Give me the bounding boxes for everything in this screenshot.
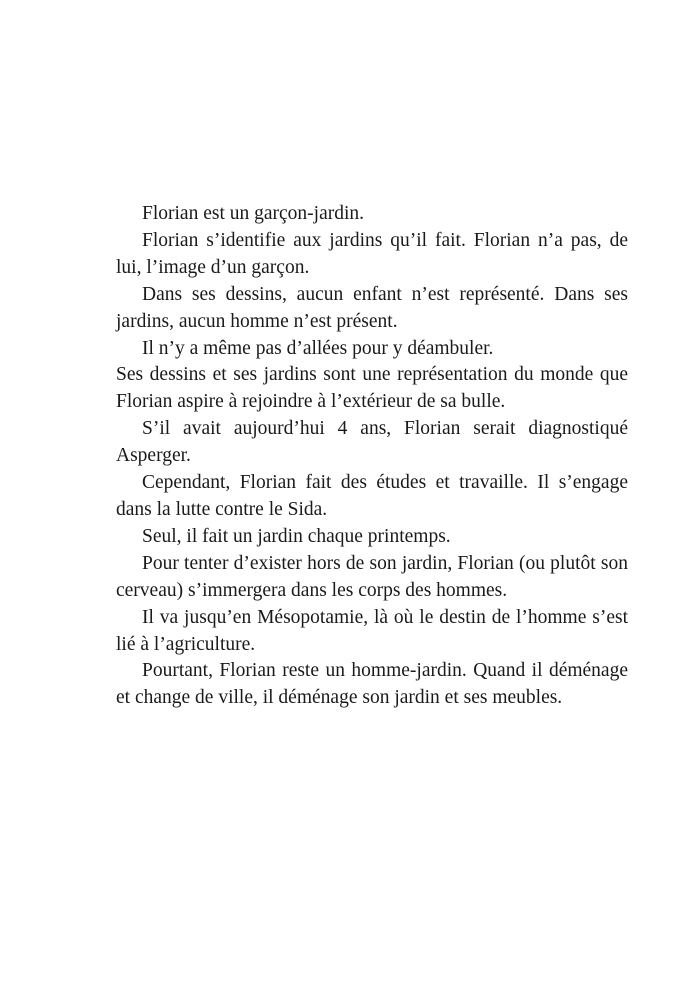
paragraph-1: Florian est un garçon-jardin. [142, 203, 365, 224]
paragraph-2: Florian s’identifie aux jardins qu’il fait. Florian n’a pas, de lui, l’image d’un garçon. [116, 229, 628, 278]
paragraph-9: Pour tenter d’exister hors de son jardin, Florian (ou plutôt son cerveau) s’immergera dans les corps des hommes. [116, 552, 628, 601]
paragraph-6: S’il avait aujourd’hui 4 ans, Florian serait diagnostiqué Asperger. [116, 418, 628, 467]
paragraph-11: Pourtant, Florian reste un homme-jardin. Quand il déménage et change de ville, il déménage son jardin et ses meubles. [116, 660, 628, 709]
paragraph-4: Il n’y a même pas d’allées pour y déambuler. [142, 337, 494, 359]
paragraph-7: Cependant, Florian fait des études et travaille. Il s’engage dans la lutte contre le Sida. [116, 472, 628, 520]
paragraph-8: Seul, il fait un jardin chaque printemps. [142, 525, 451, 547]
body-text [116, 201, 628, 712]
paragraph-5: Ses dessins et ses jardins sont une représentation du monde que Florian aspire à rejoindre à l’extérieur de sa bulle. [116, 364, 628, 413]
paragraph-10: Il va jusqu’en Mésopotamie, là où le destin de l’homme s’est lié à l’agriculture. [116, 606, 628, 655]
paragraph-3: Dans ses dessins, aucun enfant n’est représenté. Dans ses jardins, aucun homme n’est présent. [116, 283, 628, 332]
